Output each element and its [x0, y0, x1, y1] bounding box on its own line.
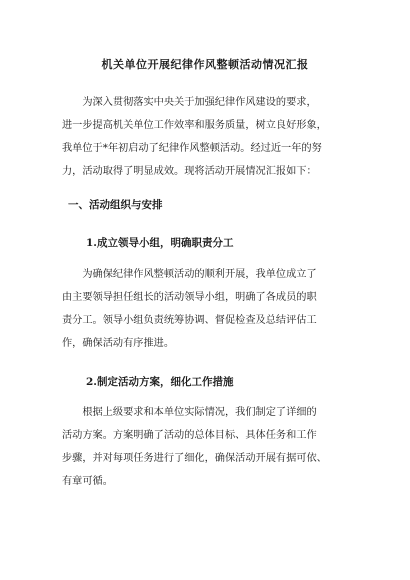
intro-line: 为深入贯彻落实中央关于加强纪律作风建设的要求， — [62, 97, 317, 108]
paragraph-line: 根据上级要求和本单位实际情况，我们制定了详细的 — [62, 407, 317, 418]
subsection-heading: 1.成立领导小组，明确职责分工 — [86, 237, 234, 249]
paragraph-line: 作，确保活动有序推进。 — [62, 338, 175, 349]
subsection-heading: 2.制定活动方案，细化工作措施 — [86, 376, 234, 388]
section-heading: 一、活动组织与安排 — [68, 199, 163, 211]
intro-paragraph — [62, 91, 354, 183]
document-title: 机关单位开展纪律作风整顿活动情况汇报 — [101, 58, 309, 71]
intro-line: 我单位于*年初启动了纪律作风整顿活动。经过近一年的努 — [62, 143, 322, 154]
paragraph-line: 步骤，并对每项任务进行了细化，确保活动开展有据可依、 — [62, 453, 327, 464]
paragraph-line: 有章可循。 — [62, 476, 113, 487]
paragraph-line: 活动方案。方案明确了活动的总体目标、具体任务和工作 — [62, 430, 317, 441]
intro-line: 进一步提高机关单位工作效率和服务质量，树立良好形象， — [62, 120, 327, 131]
paragraph-line: 责分工。领导小组负责统筹协调、督促检查及总结评估工 — [62, 315, 317, 326]
subsection-paragraph — [62, 263, 354, 355]
paragraph-line: 为确保纪律作风整顿活动的顺利开展，我单位成立了 — [62, 269, 317, 280]
subsection-paragraph — [62, 401, 354, 493]
intro-line: 力，活动取得了明显成效。现将活动开展情况汇报如下： — [62, 166, 317, 177]
paragraph-line: 由主要领导担任组长的活动领导小组，明确了各成员的职 — [62, 292, 317, 303]
